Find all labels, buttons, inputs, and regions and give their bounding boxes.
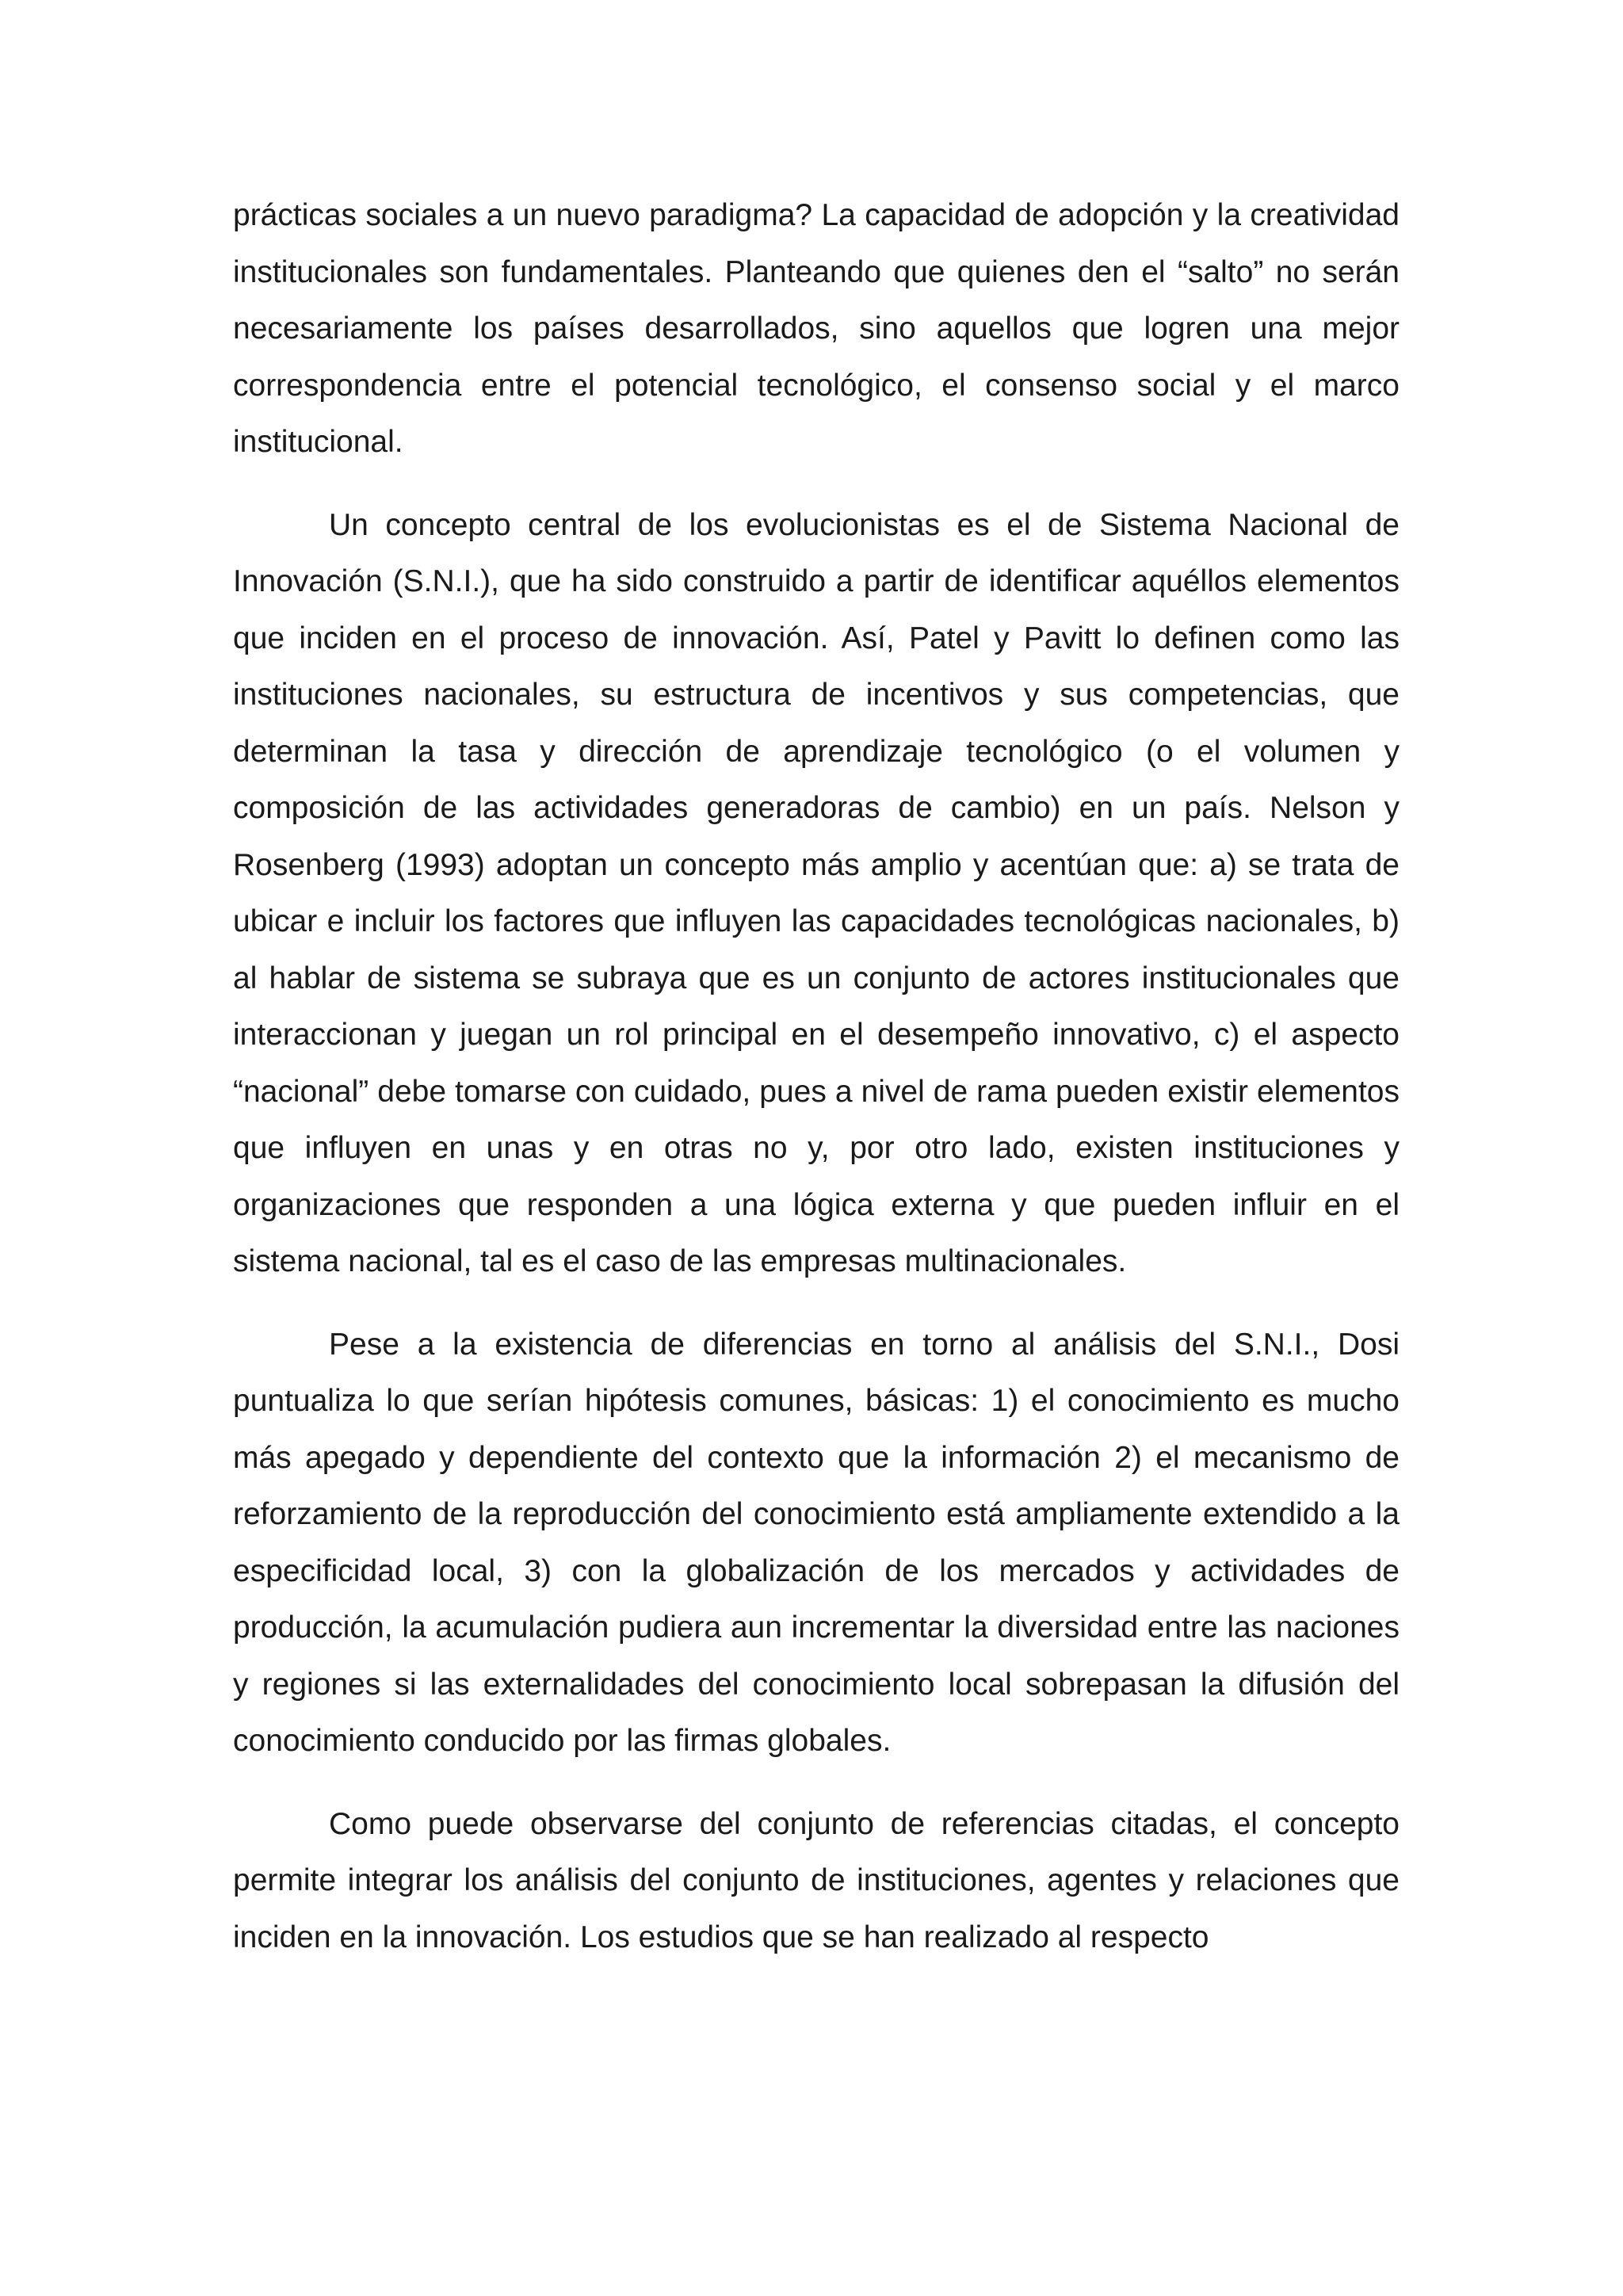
paragraph-4: Como puede observarse del conjunto de referencias citadas, el concepto permite integrar los análisis del conjunto de instituciones, agentes y relaciones que inciden en la innovación. Los estudios que se han realizado al respecto <box>233 1806 1400 1954</box>
paragraph-2: Un concepto central de los evolucionistas es el de Sistema Nacional de Innovación (S.N.I.), que ha sido construido a partir de identificar aquéllos elementos que inciden en el proceso de innovación. Así, Patel y Pavitt lo definen como las instituciones nacionales, su estructura de incentivos y sus competencias, que determinan la tasa y dirección de aprendizaje tecnológico (o el volumen y composición de las actividades generadoras de cambio) en un país. Nelson y Rosenberg (1993) adoptan un concepto más amplio y acentúan que: a) se trata de ubicar e incluir los factores que influyen las capacidades tecnológicas nacionales, b) al hablar de sistema se subraya que es un conjunto de actores institucionales que interaccionan y juegan un rol principal en el desempeño innovativo, c) el aspecto “nacional” debe tomarse con cuidado, pues a nivel de rama pueden existir elementos que influyen en unas y en otras no y, por otro lado, existen instituciones y organizaciones que responden a una lógica externa y que pueden influir en el sistema nacional, tal es el caso de las empresas multinacionales. <box>233 507 1400 1278</box>
paragraph-1: prácticas sociales a un nuevo paradigma? La capacidad de adopción y la creatividad institucionales son fundamentales. Planteando que quienes den el “salto” no serán necesariamente los países desarrollados, sino aquellos que logren una mejor correspondencia entre el potencial tecnológico, el consenso social y el marco institucional. <box>233 198 1400 459</box>
paragraph-3: Pese a la existencia de diferencias en torno al análisis del S.N.I., Dosi puntualiza lo que serían hipótesis comunes, básicas: 1) el conocimiento es mucho más apegado y dependiente del contexto que la información 2) el mecanismo de reforzamiento de la reproducción del conocimiento está ampliamente extendido a la especificidad local, 3) con la globalización de los mercados y actividades de producción, la acumulación pudiera aun incrementar la diversidad entre las naciones y regiones si las externalidades del conocimiento local sobrepasan la difusión del conocimiento conducido por las firmas globales. <box>233 1327 1400 1758</box>
document-body <box>233 187 1400 1966</box>
